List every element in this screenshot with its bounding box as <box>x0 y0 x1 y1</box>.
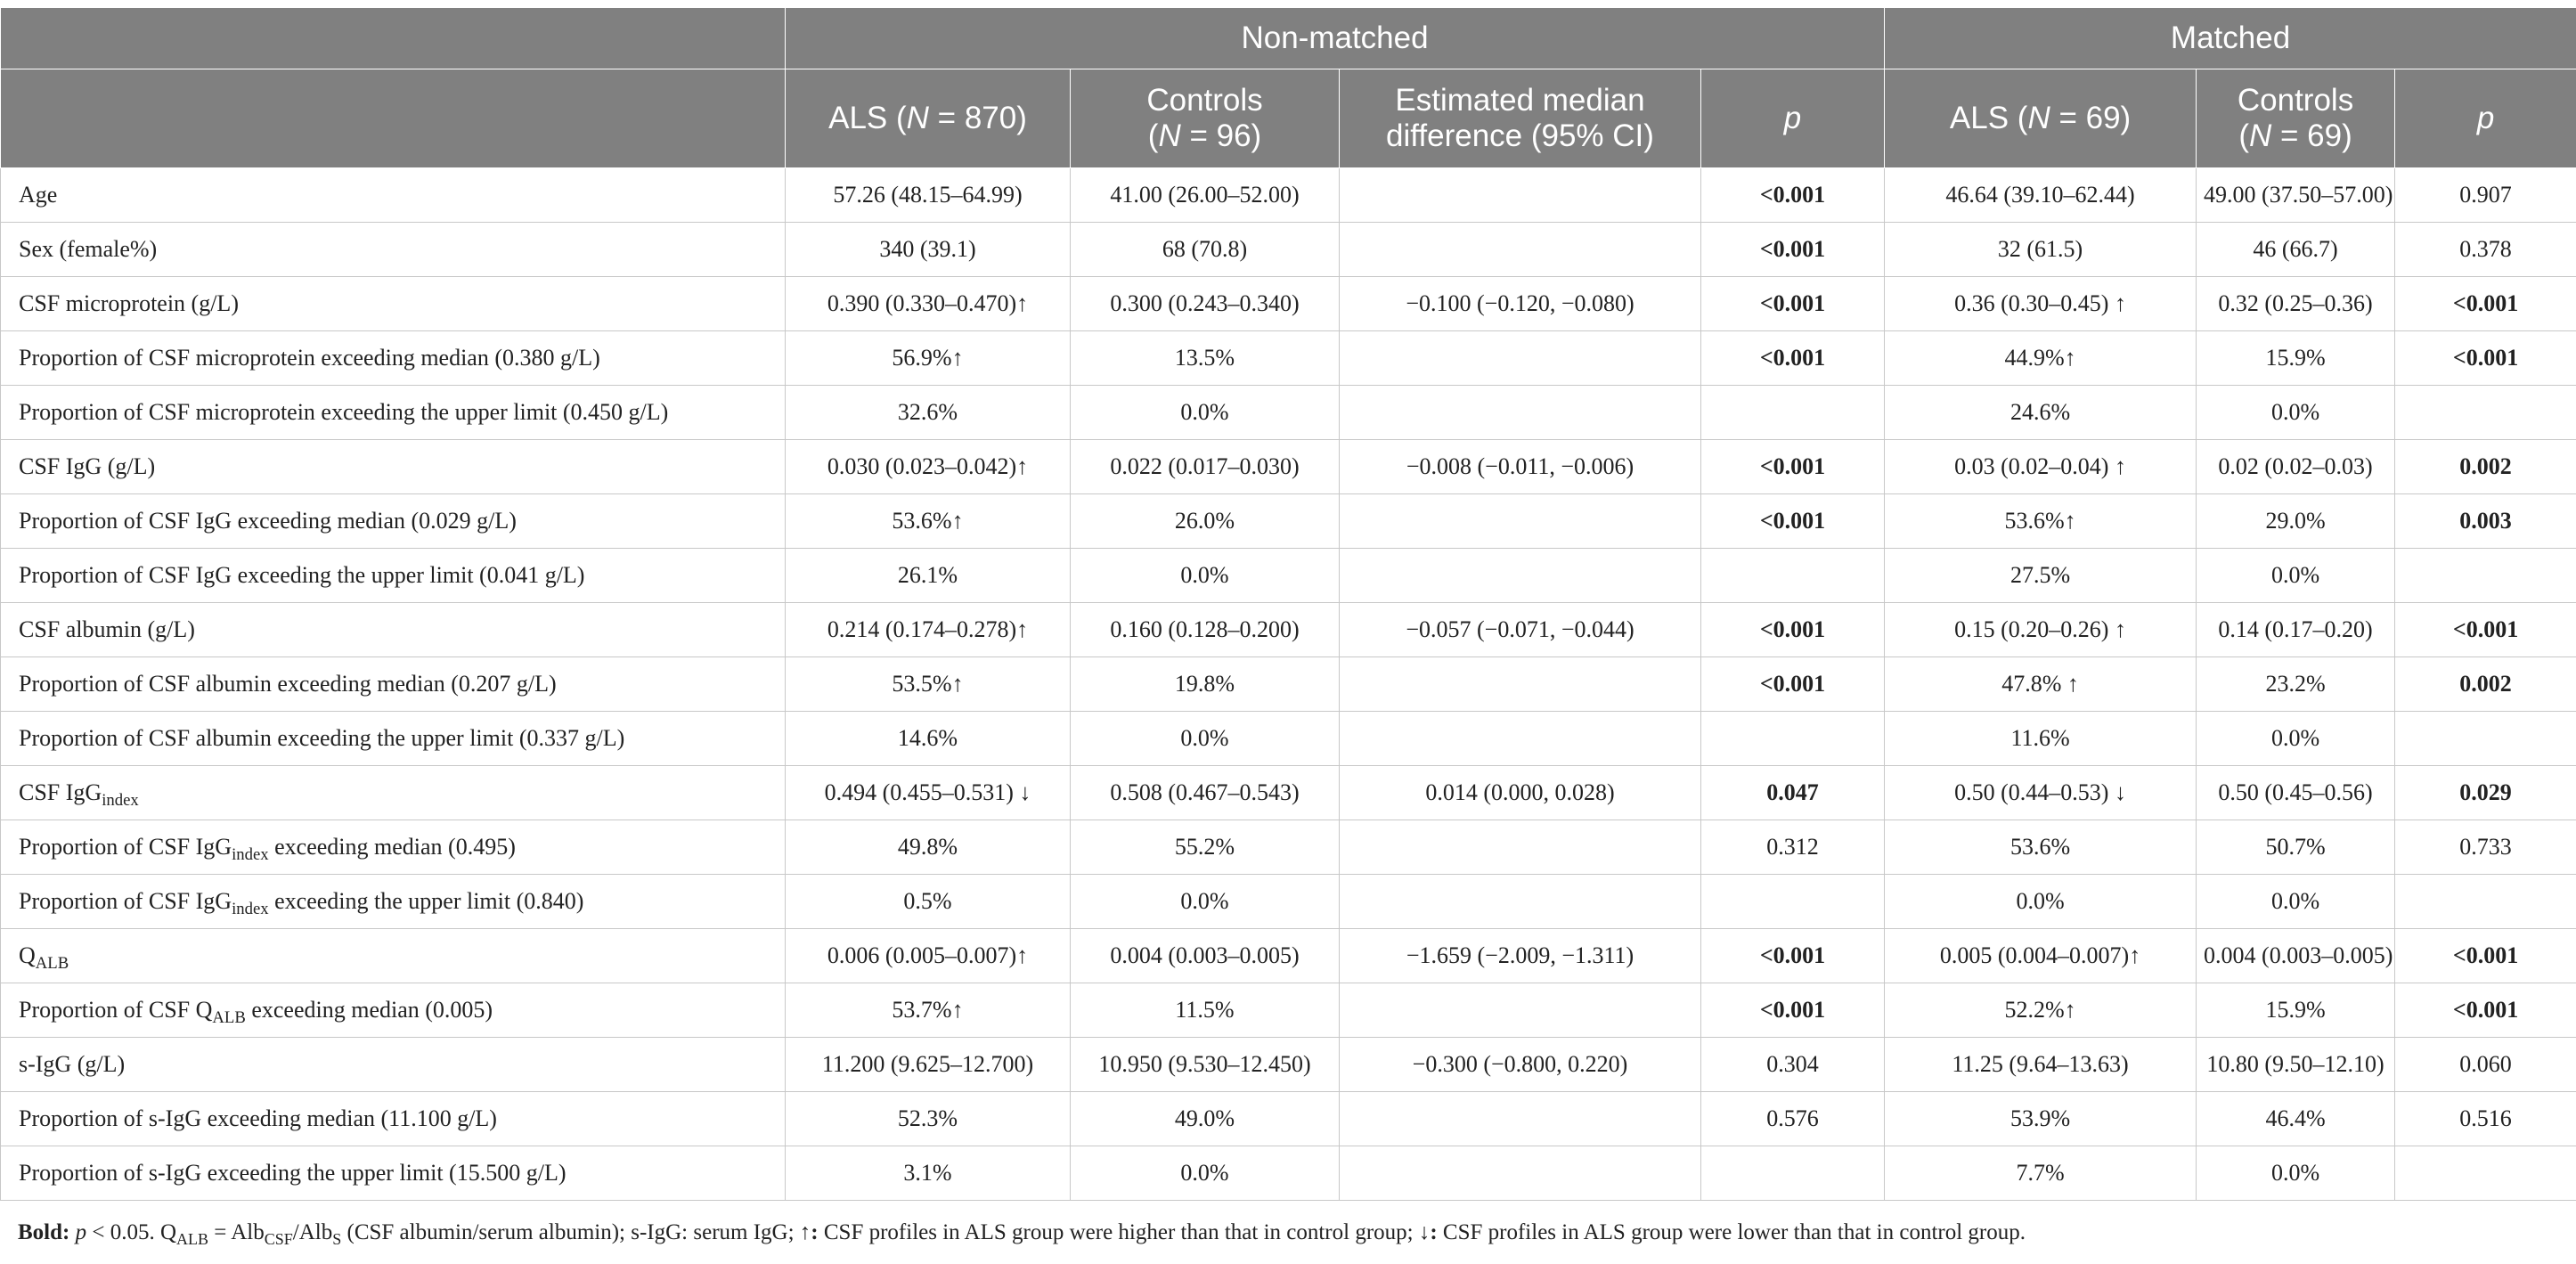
p-value-matched: <0.001 <box>2395 277 2576 331</box>
median-difference-value <box>1340 983 1701 1038</box>
header-text: difference (95% CI) <box>1386 118 1654 153</box>
p-value-matched: 0.029 <box>2395 766 2576 820</box>
controls-matched-value: 0.32 (0.25–0.36) <box>2197 277 2395 331</box>
row-label <box>1 766 786 820</box>
p-value-matched: 0.378 <box>2395 223 2576 277</box>
p-value-matched <box>2395 549 2576 603</box>
controls-matched-value: 0.004 (0.003–0.005) <box>2197 929 2395 983</box>
median-difference-value <box>1340 820 1701 875</box>
controls-nonmatched-value: 0.004 (0.003–0.005) <box>1071 929 1340 983</box>
controls-matched-value: 15.9% <box>2197 331 2395 386</box>
als-nonmatched-value: 52.3% <box>786 1092 1071 1146</box>
row-label: Proportion of CSF albumin exceeding the upper limit (0.337 g/L) <box>1 712 786 766</box>
als-nonmatched-value: 0.006 (0.005–0.007)↑ <box>786 929 1071 983</box>
row-label-subscript: index <box>232 900 269 919</box>
als-nonmatched-value: 0.5% <box>786 875 1071 929</box>
table-row <box>1 1092 2576 1146</box>
als-matched-value: 11.25 (9.64–13.63) <box>1885 1038 2197 1092</box>
p-value-nonmatched: 0.047 <box>1701 766 1885 820</box>
controls-matched-value: 50.7% <box>2197 820 2395 875</box>
p-value-nonmatched: <0.001 <box>1701 603 1885 657</box>
table-footnote <box>18 1220 2026 1248</box>
row-label: Proportion of CSF microprotein exceeding the upper limit (0.450 g/L) <box>1 386 786 440</box>
als-matched-value: 0.005 (0.004–0.007)↑ <box>1885 929 2197 983</box>
controls-nonmatched-value: 13.5% <box>1071 331 1340 386</box>
row-label: Proportion of s-IgG exceeding the upper limit (15.500 g/L) <box>1 1146 786 1201</box>
table-row <box>1 1146 2576 1201</box>
table-container <box>0 7 2576 1201</box>
p-value-matched <box>2395 386 2576 440</box>
table-row <box>1 549 2576 603</box>
p-value-matched: 0.516 <box>2395 1092 2576 1146</box>
p-value-nonmatched <box>1701 1146 1885 1201</box>
header-text: = 870) <box>928 101 1027 135</box>
median-difference-value <box>1340 168 1701 223</box>
controls-nonmatched-value: 0.0% <box>1071 875 1340 929</box>
controls-nonmatched-value: 0.160 (0.128–0.200) <box>1071 603 1340 657</box>
row-label: Sex (female%) <box>1 223 786 277</box>
median-difference-value: −0.057 (−0.071, −0.044) <box>1340 603 1701 657</box>
row-label-subscript: index <box>102 791 139 811</box>
median-difference-value <box>1340 875 1701 929</box>
median-difference-value: −0.100 (−0.120, −0.080) <box>1340 277 1701 331</box>
controls-nonmatched-value: 0.0% <box>1071 386 1340 440</box>
header-p-matched <box>2395 69 2576 168</box>
controls-nonmatched-value: 11.5% <box>1071 983 1340 1038</box>
row-label-text: exceeding the upper limit (0.840) <box>268 888 584 914</box>
als-nonmatched-value: 26.1% <box>786 549 1071 603</box>
header-text: = 69) <box>2271 118 2352 153</box>
header-text: = 96) <box>1180 118 1262 153</box>
header-p-nonmatched <box>1701 69 1885 168</box>
header-text: = 69) <box>2050 101 2132 135</box>
header-als-nonmatched <box>786 69 1071 168</box>
table-row <box>1 1038 2576 1092</box>
median-difference-value: −0.300 (−0.800, 0.220) <box>1340 1038 1701 1092</box>
row-label <box>1 820 786 875</box>
p-value-matched: 0.002 <box>2395 440 2576 494</box>
als-matched-value: 46.64 (39.10–62.44) <box>1885 168 2197 223</box>
row-label: Proportion of s-IgG exceeding median (11.100 g/L) <box>1 1092 786 1146</box>
controls-matched-value: 23.2% <box>2197 657 2395 712</box>
header-blank-cell <box>1 8 786 69</box>
als-nonmatched-value: 53.5%↑ <box>786 657 1071 712</box>
als-matched-value: 0.15 (0.20–0.26) ↑ <box>1885 603 2197 657</box>
p-value-nonmatched: <0.001 <box>1701 983 1885 1038</box>
row-label: Proportion of CSF IgG exceeding median (0.029 g/L) <box>1 494 786 549</box>
als-nonmatched-value: 11.200 (9.625–12.700) <box>786 1038 1071 1092</box>
als-matched-value: 53.6% <box>1885 820 2197 875</box>
als-matched-value: 0.03 (0.02–0.04) ↑ <box>1885 440 2197 494</box>
p-value-matched: <0.001 <box>2395 603 2576 657</box>
median-difference-value <box>1340 657 1701 712</box>
header-text: ( <box>2238 118 2249 153</box>
row-label: CSF microprotein (g/L) <box>1 277 786 331</box>
header-n: N <box>2027 101 2050 135</box>
controls-nonmatched-value: 0.508 (0.467–0.543) <box>1071 766 1340 820</box>
controls-nonmatched-value: 0.300 (0.243–0.340) <box>1071 277 1340 331</box>
row-label-text: Proportion of CSF IgG <box>19 834 232 860</box>
p-value-nonmatched <box>1701 549 1885 603</box>
header-n: N <box>906 101 929 135</box>
row-label: CSF albumin (g/L) <box>1 603 786 657</box>
p-value-matched: <0.001 <box>2395 331 2576 386</box>
table-header <box>1 8 2576 168</box>
p-value-matched: <0.001 <box>2395 929 2576 983</box>
results-table <box>0 7 2576 1201</box>
table-row <box>1 983 2576 1038</box>
p-value-nonmatched: <0.001 <box>1701 168 1885 223</box>
header-median-difference <box>1340 69 1701 168</box>
median-difference-value <box>1340 331 1701 386</box>
p-value-matched <box>2395 1146 2576 1201</box>
als-nonmatched-value: 0.030 (0.023–0.042)↑ <box>786 440 1071 494</box>
p-value-matched: <0.001 <box>2395 983 2576 1038</box>
row-label <box>1 875 786 929</box>
als-matched-value: 53.9% <box>1885 1092 2197 1146</box>
p-value-nonmatched: <0.001 <box>1701 223 1885 277</box>
als-matched-value: 0.36 (0.30–0.45) ↑ <box>1885 277 2197 331</box>
controls-matched-value: 15.9% <box>2197 983 2395 1038</box>
controls-matched-value: 0.14 (0.17–0.20) <box>2197 603 2395 657</box>
table-row <box>1 168 2576 223</box>
header-text: Controls <box>2237 83 2354 118</box>
controls-nonmatched-value: 41.00 (26.00–52.00) <box>1071 168 1340 223</box>
als-nonmatched-value: 53.6%↑ <box>786 494 1071 549</box>
median-difference-value <box>1340 712 1701 766</box>
table-row <box>1 386 2576 440</box>
controls-nonmatched-value: 0.0% <box>1071 1146 1340 1201</box>
p-value-nonmatched: <0.001 <box>1701 277 1885 331</box>
controls-nonmatched-value: 26.0% <box>1071 494 1340 549</box>
row-label: Proportion of CSF IgG exceeding the upper limit (0.041 g/L) <box>1 549 786 603</box>
als-matched-value: 32 (61.5) <box>1885 223 2197 277</box>
table-row <box>1 929 2576 983</box>
als-matched-value: 53.6%↑ <box>1885 494 2197 549</box>
controls-nonmatched-value: 0.0% <box>1071 712 1340 766</box>
table-row <box>1 657 2576 712</box>
table-row <box>1 766 2576 820</box>
p-value-matched <box>2395 875 2576 929</box>
header-controls-nonmatched <box>1071 69 1340 168</box>
header-als-matched <box>1885 69 2197 168</box>
als-nonmatched-value: 0.390 (0.330–0.470)↑ <box>786 277 1071 331</box>
als-nonmatched-value: 56.9%↑ <box>786 331 1071 386</box>
p-value-nonmatched: <0.001 <box>1701 440 1885 494</box>
p-value-matched <box>2395 712 2576 766</box>
p-value-nonmatched: 0.312 <box>1701 820 1885 875</box>
controls-nonmatched-value: 10.950 (9.530–12.450) <box>1071 1038 1340 1092</box>
row-label-text: exceeding median (0.495) <box>268 834 516 860</box>
row-label-subscript: index <box>232 845 269 865</box>
controls-matched-value: 49.00 (37.50–57.00) <box>2197 168 2395 223</box>
p-value-matched: 0.733 <box>2395 820 2576 875</box>
p-value-nonmatched: <0.001 <box>1701 929 1885 983</box>
controls-nonmatched-value: 68 (70.8) <box>1071 223 1340 277</box>
median-difference-value: 0.014 (0.000, 0.028) <box>1340 766 1701 820</box>
als-nonmatched-value: 57.26 (48.15–64.99) <box>786 168 1071 223</box>
row-label-text: Q <box>19 942 36 968</box>
table-row <box>1 494 2576 549</box>
header-text: ALS ( <box>1949 101 2028 135</box>
header-controls-matched <box>2197 69 2395 168</box>
controls-nonmatched-value: 49.0% <box>1071 1092 1340 1146</box>
als-matched-value: 52.2%↑ <box>1885 983 2197 1038</box>
header-group-matched: Matched <box>1885 8 2576 69</box>
header-p: p <box>1783 101 1802 135</box>
als-matched-value: 27.5% <box>1885 549 2197 603</box>
row-label: CSF IgG (g/L) <box>1 440 786 494</box>
table-row <box>1 277 2576 331</box>
table-row <box>1 331 2576 386</box>
median-difference-value <box>1340 386 1701 440</box>
controls-matched-value: 0.0% <box>2197 549 2395 603</box>
row-label-subscript: ALB <box>35 954 69 974</box>
controls-matched-value: 46 (66.7) <box>2197 223 2395 277</box>
controls-nonmatched-value: 19.8% <box>1071 657 1340 712</box>
controls-matched-value: 10.80 (9.50–12.10) <box>2197 1038 2395 1092</box>
table-row <box>1 712 2576 766</box>
table-row <box>1 875 2576 929</box>
p-value-nonmatched: <0.001 <box>1701 331 1885 386</box>
p-value-nonmatched <box>1701 386 1885 440</box>
als-nonmatched-value: 3.1% <box>786 1146 1071 1201</box>
median-difference-value <box>1340 1146 1701 1201</box>
median-difference-value <box>1340 494 1701 549</box>
table-row <box>1 223 2576 277</box>
header-group-nonmatched: Non-matched <box>786 8 1885 69</box>
header-n: N <box>2248 118 2272 153</box>
p-value-nonmatched: 0.576 <box>1701 1092 1885 1146</box>
header-variable-cell <box>1 69 786 168</box>
header-p: p <box>2476 101 2495 135</box>
als-nonmatched-value: 49.8% <box>786 820 1071 875</box>
als-matched-value: 47.8% ↑ <box>1885 657 2197 712</box>
als-nonmatched-value: 0.214 (0.174–0.278)↑ <box>786 603 1071 657</box>
als-nonmatched-value: 14.6% <box>786 712 1071 766</box>
table-row <box>1 440 2576 494</box>
als-nonmatched-value: 53.7%↑ <box>786 983 1071 1038</box>
row-label <box>1 983 786 1038</box>
controls-matched-value: 0.50 (0.45–0.56) <box>2197 766 2395 820</box>
footnote-text: Bold: p < 0.05. $Q_{ALB} = Alb_{CSF}/Alb_S$ (CSF albumin/serum albumin); s-IgG: serum IgG; ↑: CSF profiles in ALS group were higher than that in control group; ↓: CSF profiles in ALS group were lower than that in control group. <box>18 1220 2026 1248</box>
p-value-matched: 0.907 <box>2395 168 2576 223</box>
controls-matched-value: 29.0% <box>2197 494 2395 549</box>
median-difference-value <box>1340 549 1701 603</box>
header-text: Controls <box>1146 83 1263 118</box>
header-text: Estimated median <box>1395 83 1645 118</box>
controls-nonmatched-value: 0.022 (0.017–0.030) <box>1071 440 1340 494</box>
row-label: s-IgG (g/L) <box>1 1038 786 1092</box>
row-label: Age <box>1 168 786 223</box>
controls-matched-value: 0.0% <box>2197 1146 2395 1201</box>
row-label-subscript: ALB <box>212 1008 246 1028</box>
row-label: Proportion of CSF albumin exceeding median (0.207 g/L) <box>1 657 786 712</box>
row-label-text: Proportion of CSF Q <box>19 997 213 1023</box>
row-label <box>1 929 786 983</box>
table-row <box>1 603 2576 657</box>
p-value-nonmatched: 0.304 <box>1701 1038 1885 1092</box>
controls-matched-value: 0.0% <box>2197 386 2395 440</box>
median-difference-value <box>1340 1092 1701 1146</box>
median-difference-value <box>1340 223 1701 277</box>
row-label-text: Proportion of CSF IgG <box>19 888 232 914</box>
als-matched-value: 24.6% <box>1885 386 2197 440</box>
p-value-nonmatched <box>1701 712 1885 766</box>
als-nonmatched-value: 0.494 (0.455–0.531) ↓ <box>786 766 1071 820</box>
p-value-nonmatched <box>1701 875 1885 929</box>
p-value-nonmatched: <0.001 <box>1701 494 1885 549</box>
median-difference-value: −0.008 (−0.011, −0.006) <box>1340 440 1701 494</box>
p-value-matched: 0.003 <box>2395 494 2576 549</box>
als-nonmatched-value: 340 (39.1) <box>786 223 1071 277</box>
controls-matched-value: 0.0% <box>2197 875 2395 929</box>
header-text: ALS ( <box>828 101 907 135</box>
als-matched-value: 0.0% <box>1885 875 2197 929</box>
p-value-nonmatched: <0.001 <box>1701 657 1885 712</box>
controls-nonmatched-value: 0.0% <box>1071 549 1340 603</box>
controls-matched-value: 0.02 (0.02–0.03) <box>2197 440 2395 494</box>
als-matched-value: 7.7% <box>1885 1146 2197 1201</box>
row-label: Proportion of CSF microprotein exceeding median (0.380 g/L) <box>1 331 786 386</box>
p-value-matched: 0.060 <box>2395 1038 2576 1092</box>
row-label-text: exceeding median (0.005) <box>245 997 493 1023</box>
table-row <box>1 820 2576 875</box>
median-difference-value: −1.659 (−2.009, −1.311) <box>1340 929 1701 983</box>
row-label-text: CSF IgG <box>19 779 102 805</box>
header-n: N <box>1158 118 1181 153</box>
controls-matched-value: 0.0% <box>2197 712 2395 766</box>
table-body <box>1 168 2576 1201</box>
p-value-matched: 0.002 <box>2395 657 2576 712</box>
controls-matched-value: 46.4% <box>2197 1092 2395 1146</box>
controls-nonmatched-value: 55.2% <box>1071 820 1340 875</box>
als-matched-value: 44.9%↑ <box>1885 331 2197 386</box>
header-text: ( <box>1147 118 1159 153</box>
als-matched-value: 0.50 (0.44–0.53) ↓ <box>1885 766 2197 820</box>
als-matched-value: 11.6% <box>1885 712 2197 766</box>
als-nonmatched-value: 32.6% <box>786 386 1071 440</box>
